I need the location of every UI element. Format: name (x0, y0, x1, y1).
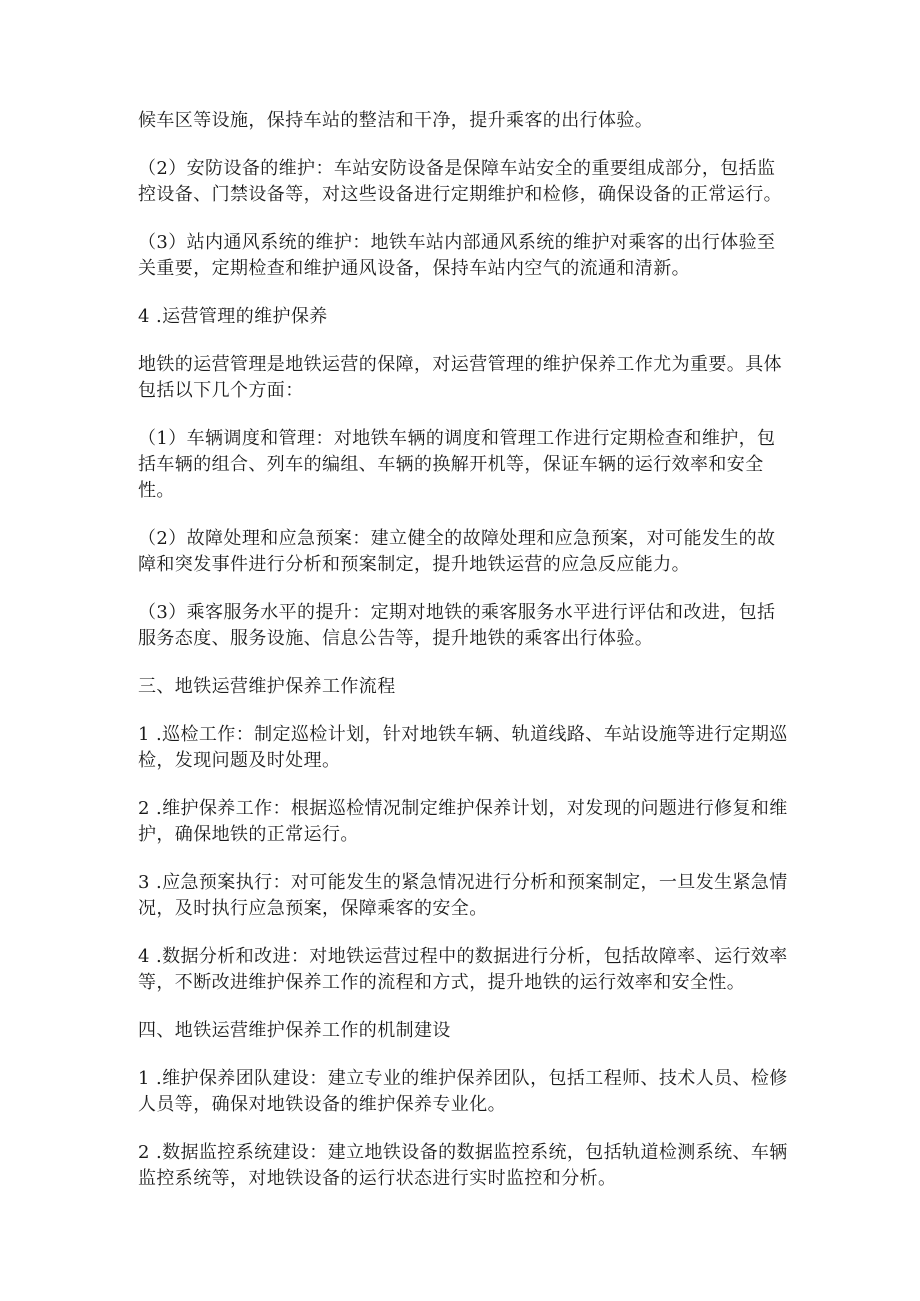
paragraph-data-analysis: 4 .数据分析和改进：对地铁运营过程中的数据进行分析，包括故障率、运行效率等，不断改进维护保养工作的流程和方式，提升地铁的运行效率和安全性。 (138, 946, 788, 993)
paragraph-security-equipment: （2）安防设备的维护：车站安防设备是保障车站安全的重要组成部分，包括监控设备、门禁设备等，对这些设备进行定期维护和检修，确保设备的正常运行。 (138, 158, 782, 205)
paragraph-inspection: 1 .巡检工作：制定巡检计划，针对地铁车辆、轨道线路、车站设施等进行定期巡检，发现问题及时处理。 (138, 724, 788, 771)
paragraph-emergency-execution: 3 .应急预案执行：对可能发生的紧急情况进行分析和预案制定，一旦发生紧急情况，及时执行应急预案，保障乘客的安全。 (138, 872, 788, 919)
paragraph-team-building: 1 .维护保养团队建设：建立专业的维护保养团队，包括工程师、技术人员、检修人员等，确保对地铁设备的维护保养专业化。 (138, 1068, 788, 1115)
paragraph-operations-intro: 地铁的运营管理是地铁运营的保障，对运营管理的维护保养工作尤为重要。具体包括以下几个方面： (138, 354, 782, 401)
paragraph-maintenance-work: 2 .维护保养工作：根据巡检情况制定维护保养计划，对发现的问题进行修复和维护，确保地铁的正常运行。 (138, 798, 788, 845)
section-heading-operations-management: 4 .运营管理的维护保养 (138, 306, 328, 327)
paragraph-monitoring-system: 2 .数据监控系统建设：建立地铁设备的数据监控系统，包括轨道检测系统、车辆监控系统等，对地铁设备的运行状态进行实时监控和分析。 (138, 1142, 788, 1189)
paragraph-emergency-plan: （2）故障处理和应急预案：建立健全的故障处理和应急预案，对可能发生的故障和突发事件进行分析和预案制定，提升地铁运营的应急反应能力。 (138, 528, 776, 575)
paragraph-passenger-service: （3）乘客服务水平的提升：定期对地铁的乘客服务水平进行评估和改进，包括服务态度、服务设施、信息公告等，提升地铁的乘客出行体验。 (138, 602, 776, 649)
paragraph-station-cleaning: 候车区等设施，保持车站的整洁和干净，提升乘客的出行体验。 (138, 110, 654, 131)
paragraph-vehicle-dispatch: （1）车辆调度和管理：对地铁车辆的调度和管理工作进行定期检查和维护，包括车辆的组合、列车的编组、车辆的换解开机等，保证车辆的运行效率和安全性。 (138, 428, 776, 501)
section-heading-workflow: 三、地铁运营维护保养工作流程 (138, 676, 396, 697)
paragraph-ventilation: （3）站内通风系统的维护：地铁车站内部通风系统的维护对乘客的出行体验至关重要，定期检查和维护通风设备，保持车站内空气的流通和清新。 (138, 232, 776, 279)
section-heading-mechanism: 四、地铁运营维护保养工作的机制建设 (138, 1020, 451, 1041)
document-page (138, 108, 788, 1214)
